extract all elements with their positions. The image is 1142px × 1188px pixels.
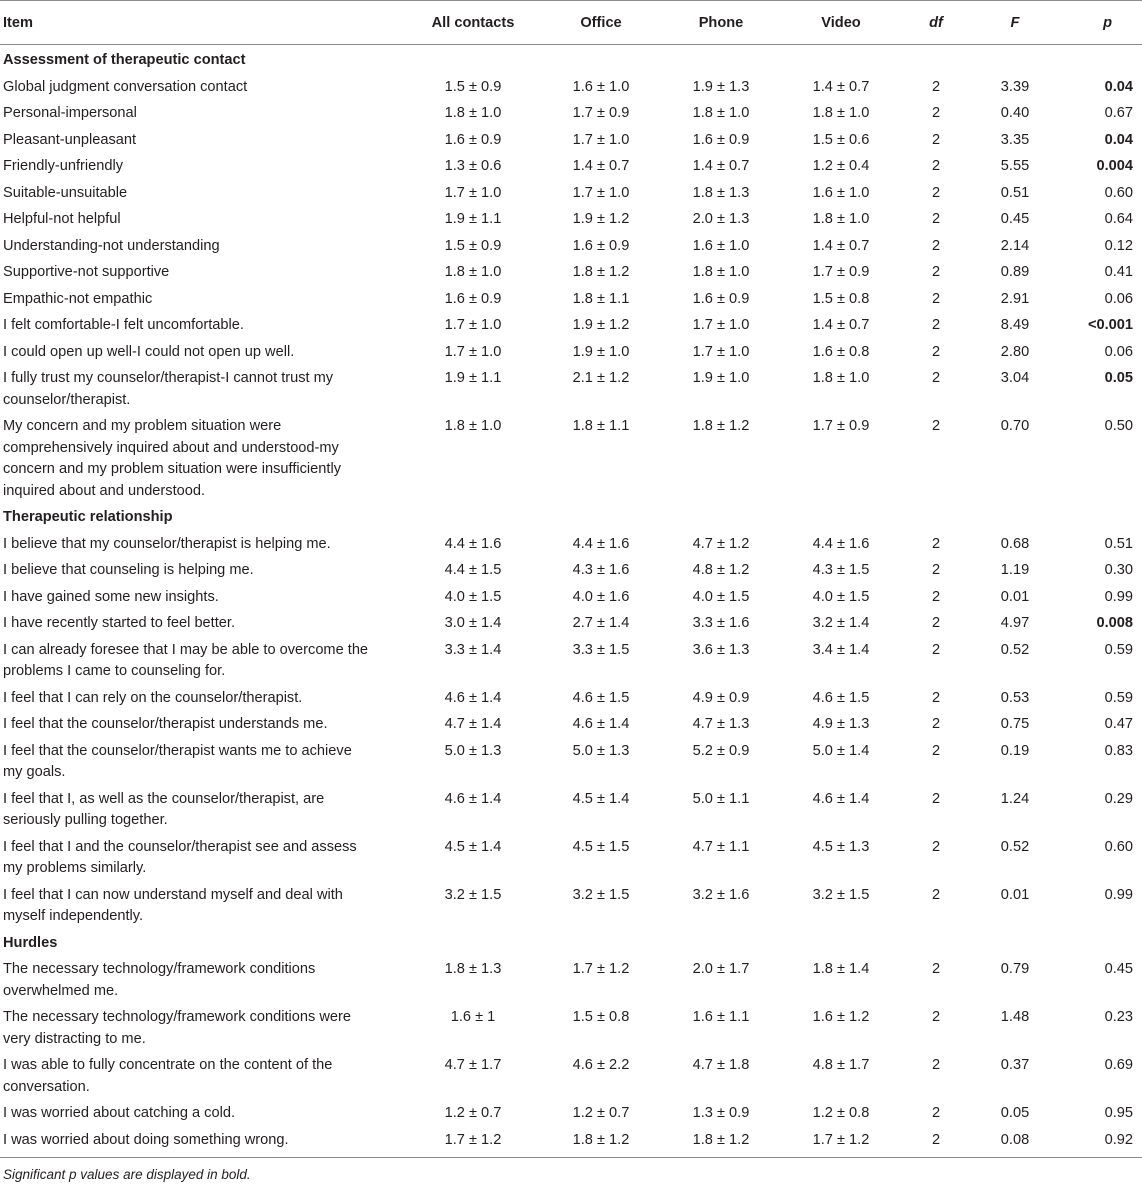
cell-all-contacts: 1.8 ± 1.0 [444,418,502,434]
cell-item: I have recently started to feel better. [3,615,236,631]
cell-df: 2 [931,838,941,855]
cell-f: 0.68 [1000,535,1030,552]
cell-video: 5.0 ± 1.4 [812,742,870,759]
cell-video: 4.0 ± 1.5 [812,588,870,605]
cell-f: 4.97 [1000,615,1030,631]
cell-video: 1.6 ± 1.0 [812,184,870,201]
cell-f: 0.01 [1000,588,1030,605]
cell-office: 1.7 ± 1.0 [572,131,630,148]
cell-video: 1.2 ± 0.4 [812,158,870,174]
cell-video: 4.4 ± 1.6 [812,535,870,552]
table-row [0,310,1142,337]
table-row [0,257,1142,284]
table-row [0,635,1142,683]
cell-p: 0.60 [1104,184,1133,201]
cell-f: 1.24 [1000,790,1030,807]
cell-item: Personal-impersonal [3,105,137,121]
header-row [0,1,1142,45]
cell-item: I was able to fully concentrate on the content of the conversation. [3,1057,333,1095]
section-title: Therapeutic relationship [3,509,173,525]
cell-office: 1.7 ± 0.9 [572,105,630,121]
header-item: Item [0,1,410,45]
cell-all-contacts: 1.6 ± 0.9 [444,131,502,148]
cell-office: 4.6 ± 1.5 [572,689,630,706]
table-header [0,1,1142,45]
cell-f: 8.49 [1000,317,1030,333]
cell-phone: 1.8 ± 1.2 [692,418,750,434]
cell-video: 4.8 ± 1.7 [812,1057,870,1073]
cell-df: 2 [931,184,941,201]
table-body [0,45,1142,1158]
cell-all-contacts: 4.4 ± 1.6 [444,535,502,552]
cell-office: 1.9 ± 1.2 [572,211,630,227]
header-office: Office [536,1,666,45]
cell-p: 0.45 [1104,961,1133,977]
cell-video: 1.5 ± 0.8 [812,290,870,307]
cell-office: 1.8 ± 1.1 [572,418,630,434]
cell-video: 4.6 ± 1.4 [812,790,870,807]
cell-df: 2 [931,105,941,121]
cell-video: 1.8 ± 1.0 [812,370,870,386]
cell-phone: 5.0 ± 1.1 [692,790,750,807]
cell-p: 0.008 [1096,615,1133,631]
table-row [0,178,1142,205]
cell-all-contacts: 1.7 ± 1.0 [444,343,502,360]
cell-f: 3.04 [1000,370,1030,386]
cell-p: 0.004 [1096,158,1133,174]
cell-df: 2 [931,790,941,807]
cell-item: Friendly-unfriendly [3,158,124,174]
cell-f: 0.75 [1000,716,1030,732]
section-title: Assessment of therapeutic contact [3,52,246,68]
cell-item: I felt comfortable-I felt uncomfortable. [3,317,244,333]
cell-df: 2 [931,317,941,333]
cell-office: 1.7 ± 1.2 [572,961,630,977]
cell-phone: 3.2 ± 1.6 [692,886,750,903]
cell-all-contacts: 1.9 ± 1.1 [444,370,502,386]
table-row [0,1002,1142,1050]
cell-all-contacts: 5.0 ± 1.3 [444,742,502,759]
cell-all-contacts: 1.7 ± 1.0 [444,317,502,333]
cell-all-contacts: 1.2 ± 0.7 [444,1105,502,1121]
table-row [0,231,1142,258]
cell-phone: 1.6 ± 0.9 [692,131,750,148]
table-row [0,880,1142,928]
cell-p: 0.59 [1104,641,1133,658]
cell-f: 1.19 [1000,562,1030,578]
cell-df: 2 [931,886,941,903]
table-row [0,72,1142,99]
cell-office: 1.8 ± 1.1 [572,290,630,307]
cell-phone: 4.7 ± 1.1 [692,838,750,855]
cell-p: 0.30 [1104,562,1133,578]
cell-f: 2.80 [1000,343,1030,360]
cell-f: 5.55 [1000,158,1030,174]
cell-f: 0.79 [1000,961,1030,977]
table-row [0,784,1142,832]
header-video: Video [776,1,906,45]
cell-f: 0.51 [1000,184,1030,201]
cell-phone: 4.8 ± 1.2 [692,562,750,578]
cell-phone: 2.0 ± 1.3 [692,211,750,227]
cell-df: 2 [931,641,941,658]
cell-all-contacts: 4.7 ± 1.4 [444,716,502,732]
cell-f: 0.40 [1000,105,1030,121]
cell-office: 1.7 ± 1.0 [572,184,630,201]
cell-video: 1.4 ± 0.7 [812,237,870,254]
cell-df: 2 [931,237,941,254]
cell-video: 1.6 ± 1.2 [812,1009,870,1025]
table-row [0,98,1142,125]
cell-video: 1.8 ± 1.0 [812,105,870,121]
cell-office: 1.6 ± 0.9 [572,237,630,254]
cell-video: 3.2 ± 1.5 [812,886,870,903]
cell-p: 0.04 [1104,78,1133,95]
cell-p: 0.59 [1104,689,1133,706]
cell-f: 0.70 [1000,418,1030,434]
cell-item: I feel that I can rely on the counselor/therapist. [3,689,303,706]
cell-office: 4.0 ± 1.6 [572,588,630,605]
cell-df: 2 [931,689,941,706]
cell-f: 0.19 [1000,742,1030,759]
cell-all-contacts: 3.3 ± 1.4 [444,641,502,658]
cell-p: 0.04 [1104,131,1133,148]
cell-office: 1.8 ± 1.2 [572,264,630,280]
table-row [0,411,1142,502]
cell-df: 2 [931,158,941,174]
cell-phone: 1.9 ± 1.0 [692,370,750,386]
cell-df: 2 [931,961,941,977]
table-row [0,529,1142,556]
cell-p: 0.51 [1104,535,1133,552]
cell-item: I believe that counseling is helping me. [3,562,254,578]
cell-office: 1.6 ± 1.0 [572,78,630,95]
cell-all-contacts: 3.2 ± 1.5 [444,886,502,903]
cell-all-contacts: 4.5 ± 1.4 [444,838,502,855]
cell-phone: 4.9 ± 0.9 [692,689,750,706]
cell-all-contacts: 4.4 ± 1.5 [444,562,502,578]
cell-all-contacts: 1.8 ± 1.0 [444,105,502,121]
cell-p: 0.69 [1104,1057,1133,1073]
table-row [0,736,1142,784]
cell-p: 0.95 [1104,1105,1133,1121]
cell-item: Supportive-not supportive [3,264,170,280]
table-row [0,582,1142,609]
cell-video: 3.4 ± 1.4 [812,641,870,658]
cell-item: I could open up well-I could not open up well. [3,343,295,360]
cell-office: 4.3 ± 1.6 [572,562,630,578]
cell-video: 1.7 ± 1.2 [812,1131,870,1148]
table-row [0,683,1142,710]
table-row [0,284,1142,311]
cell-p: 0.99 [1104,588,1133,605]
cell-df: 2 [931,562,941,578]
cell-all-contacts: 1.5 ± 0.9 [444,237,502,254]
cell-p: 0.67 [1104,105,1133,121]
cell-video: 1.6 ± 0.8 [812,343,870,360]
cell-p: 0.06 [1104,343,1133,360]
cell-item: Helpful-not helpful [3,211,121,227]
cell-phone: 1.4 ± 0.7 [692,158,750,174]
cell-f: 0.05 [1000,1105,1030,1121]
cell-item: The necessary technology/framework conditions overwhelmed me. [3,961,316,999]
cell-phone: 1.3 ± 0.9 [692,1105,750,1121]
cell-item: I was worried about doing something wrong. [3,1131,289,1148]
cell-item: I was worried about catching a cold. [3,1105,236,1121]
table-row [0,363,1142,411]
cell-all-contacts: 1.7 ± 1.0 [444,184,502,201]
cell-phone: 1.9 ± 1.3 [692,78,750,95]
cell-p: 0.47 [1104,716,1133,732]
section-header-row [0,45,1142,72]
cell-all-contacts: 4.6 ± 1.4 [444,689,502,706]
cell-f: 2.91 [1000,290,1030,307]
cell-video: 1.4 ± 0.7 [812,78,870,95]
cell-p: 0.60 [1104,838,1133,855]
cell-phone: 1.6 ± 1.0 [692,237,750,254]
cell-office: 3.3 ± 1.5 [572,641,630,658]
table-row [0,125,1142,152]
cell-all-contacts: 4.0 ± 1.5 [444,588,502,605]
cell-df: 2 [931,343,941,360]
cell-df: 2 [931,615,941,631]
cell-df: 2 [931,1131,941,1148]
cell-office: 1.4 ± 0.7 [572,158,630,174]
cell-phone: 1.7 ± 1.0 [692,343,750,360]
header-f: F [966,1,1064,45]
cell-item: Empathic-not empathic [3,290,153,307]
cell-office: 2.7 ± 1.4 [572,615,630,631]
cell-item: I believe that my counselor/therapist is helping me. [3,535,331,552]
cell-all-contacts: 1.7 ± 1.2 [444,1131,502,1148]
cell-video: 4.9 ± 1.3 [812,716,870,732]
cell-p: 0.29 [1104,790,1133,807]
cell-df: 2 [931,78,941,95]
table-row [0,555,1142,582]
cell-office: 4.6 ± 2.2 [572,1057,630,1073]
cell-item: Global judgment conversation contact [3,78,248,95]
cell-p: 0.41 [1104,264,1133,280]
cell-video: 3.2 ± 1.4 [812,615,870,631]
cell-office: 1.9 ± 1.2 [572,317,630,333]
cell-p: 0.83 [1104,742,1133,759]
cell-phone: 1.8 ± 1.2 [692,1131,750,1148]
header-all-contacts: All contacts [410,1,536,45]
cell-phone: 3.6 ± 1.3 [692,641,750,658]
cell-df: 2 [931,1057,941,1073]
cell-office: 4.4 ± 1.6 [572,535,630,552]
cell-phone: 1.6 ± 0.9 [692,290,750,307]
cell-phone: 1.8 ± 1.0 [692,264,750,280]
cell-video: 4.6 ± 1.5 [812,689,870,706]
cell-item: I feel that the counselor/therapist understands me. [3,716,328,732]
cell-all-contacts: 4.6 ± 1.4 [444,790,502,807]
cell-f: 0.52 [1000,641,1030,658]
cell-office: 1.2 ± 0.7 [572,1105,630,1121]
cell-item: I feel that I, as well as the counselor/therapist, are seriously pulling together. [3,790,325,828]
cell-item: I can already foresee that I may be able to overcome the problems I came to counseling for. [3,641,369,679]
cell-all-contacts: 3.0 ± 1.4 [444,615,502,631]
cell-video: 1.5 ± 0.6 [812,131,870,148]
cell-all-contacts: 1.3 ± 0.6 [444,158,502,174]
cell-p: 0.06 [1104,290,1133,307]
cell-all-contacts: 1.6 ± 1 [450,1009,496,1025]
table-row [0,337,1142,364]
cell-office: 5.0 ± 1.3 [572,742,630,759]
cell-df: 2 [931,535,941,552]
header-phone: Phone [666,1,776,45]
cell-office: 3.2 ± 1.5 [572,886,630,903]
header-p: p [1064,1,1142,45]
cell-phone: 4.7 ± 1.3 [692,716,750,732]
header-df: df [906,1,966,45]
cell-f: 0.08 [1000,1131,1030,1148]
table-row [0,1125,1142,1158]
table-row [0,954,1142,1002]
cell-video: 1.8 ± 1.0 [812,211,870,227]
table-row [0,1050,1142,1098]
cell-item: I have gained some new insights. [3,588,219,605]
cell-office: 2.1 ± 1.2 [572,370,630,386]
cell-phone: 4.0 ± 1.5 [692,588,750,605]
cell-f: 0.37 [1000,1057,1030,1073]
cell-p: 0.99 [1104,886,1133,903]
cell-df: 2 [931,131,941,148]
cell-item: My concern and my problem situation were comprehensively inquired about and understood-my concern and my problem situation were insufficiently inquired about and understood. [3,418,341,499]
cell-p: 0.64 [1104,211,1133,227]
cell-video: 1.4 ± 0.7 [812,317,870,333]
cell-all-contacts: 1.8 ± 1.0 [444,264,502,280]
cell-f: 0.52 [1000,838,1030,855]
cell-f: 0.45 [1000,211,1030,227]
cell-video: 1.7 ± 0.9 [812,264,870,280]
cell-office: 4.5 ± 1.5 [572,838,630,855]
cell-item: Understanding-not understanding [3,237,220,254]
cell-f: 0.53 [1000,689,1030,706]
cell-all-contacts: 1.8 ± 1.3 [444,961,502,977]
cell-phone: 4.7 ± 1.2 [692,535,750,552]
cell-f: 0.01 [1000,886,1030,903]
table-row [0,1098,1142,1125]
cell-phone: 4.7 ± 1.8 [692,1057,750,1073]
cell-df: 2 [931,1105,941,1121]
cell-office: 4.6 ± 1.4 [572,716,630,732]
cell-all-contacts: 1.6 ± 0.9 [444,290,502,307]
cell-phone: 3.3 ± 1.6 [692,615,750,631]
cell-f: 2.14 [1000,237,1030,254]
cell-item: I feel that I can now understand myself and deal with myself independently. [3,886,343,924]
cell-df: 2 [931,742,941,759]
cell-phone: 1.8 ± 1.0 [692,105,750,121]
cell-office: 4.5 ± 1.4 [572,790,630,807]
cell-p: 0.50 [1104,418,1133,434]
table-row [0,709,1142,736]
cell-video: 1.2 ± 0.8 [812,1105,870,1121]
cell-p: 0.12 [1104,237,1133,254]
cell-item: I feel that the counselor/therapist wants me to achieve my goals. [3,742,352,780]
section-title: Hurdles [3,934,58,951]
cell-item: I fully trust my counselor/therapist-I cannot trust my counselor/therapist. [3,370,334,408]
cell-p: <0.001 [1087,317,1133,333]
cell-f: 3.35 [1000,131,1030,148]
cell-df: 2 [931,716,941,732]
table-row [0,832,1142,880]
table-row [0,204,1142,231]
cell-office: 1.5 ± 0.8 [572,1009,630,1025]
cell-video: 1.8 ± 1.4 [812,961,870,977]
table-row [0,151,1142,178]
cell-p: 0.05 [1104,370,1133,386]
cell-all-contacts: 4.7 ± 1.7 [444,1057,502,1073]
cell-phone: 2.0 ± 1.7 [692,961,750,977]
cell-df: 2 [931,290,941,307]
cell-df: 2 [931,418,941,434]
cell-phone: 1.7 ± 1.0 [692,317,750,333]
cell-df: 2 [931,1009,941,1025]
cell-f: 0.89 [1000,264,1030,280]
cell-df: 2 [931,588,941,605]
section-header-row [0,928,1142,955]
cell-video: 1.7 ± 0.9 [812,418,870,434]
cell-df: 2 [931,370,941,386]
cell-f: 3.39 [1000,78,1030,95]
cell-video: 4.5 ± 1.3 [812,838,870,855]
cell-item: The necessary technology/framework conditions were very distracting to me. [3,1009,351,1047]
cell-office: 1.9 ± 1.0 [572,343,630,360]
cell-item: Pleasant-unpleasant [3,131,137,148]
cell-df: 2 [931,264,941,280]
cell-item: Suitable-unsuitable [3,184,128,201]
cell-df: 2 [931,211,941,227]
cell-all-contacts: 1.9 ± 1.1 [444,211,502,227]
table-row [0,608,1142,635]
section-header-row [0,502,1142,529]
cell-office: 1.8 ± 1.2 [572,1131,630,1148]
cell-video: 4.3 ± 1.5 [812,562,870,578]
cell-phone: 1.6 ± 1.1 [692,1009,750,1025]
cell-item: I feel that I and the counselor/therapist see and assess my problems similarly. [3,838,357,876]
cell-phone: 1.8 ± 1.3 [692,184,750,201]
cell-p: 0.92 [1104,1131,1133,1148]
table-footnote: Significant p values are displayed in bold. [3,1167,251,1182]
cell-all-contacts: 1.5 ± 0.9 [444,78,502,95]
cell-f: 1.48 [1000,1009,1030,1025]
cell-phone: 5.2 ± 0.9 [692,742,750,759]
cell-p: 0.23 [1104,1009,1133,1025]
